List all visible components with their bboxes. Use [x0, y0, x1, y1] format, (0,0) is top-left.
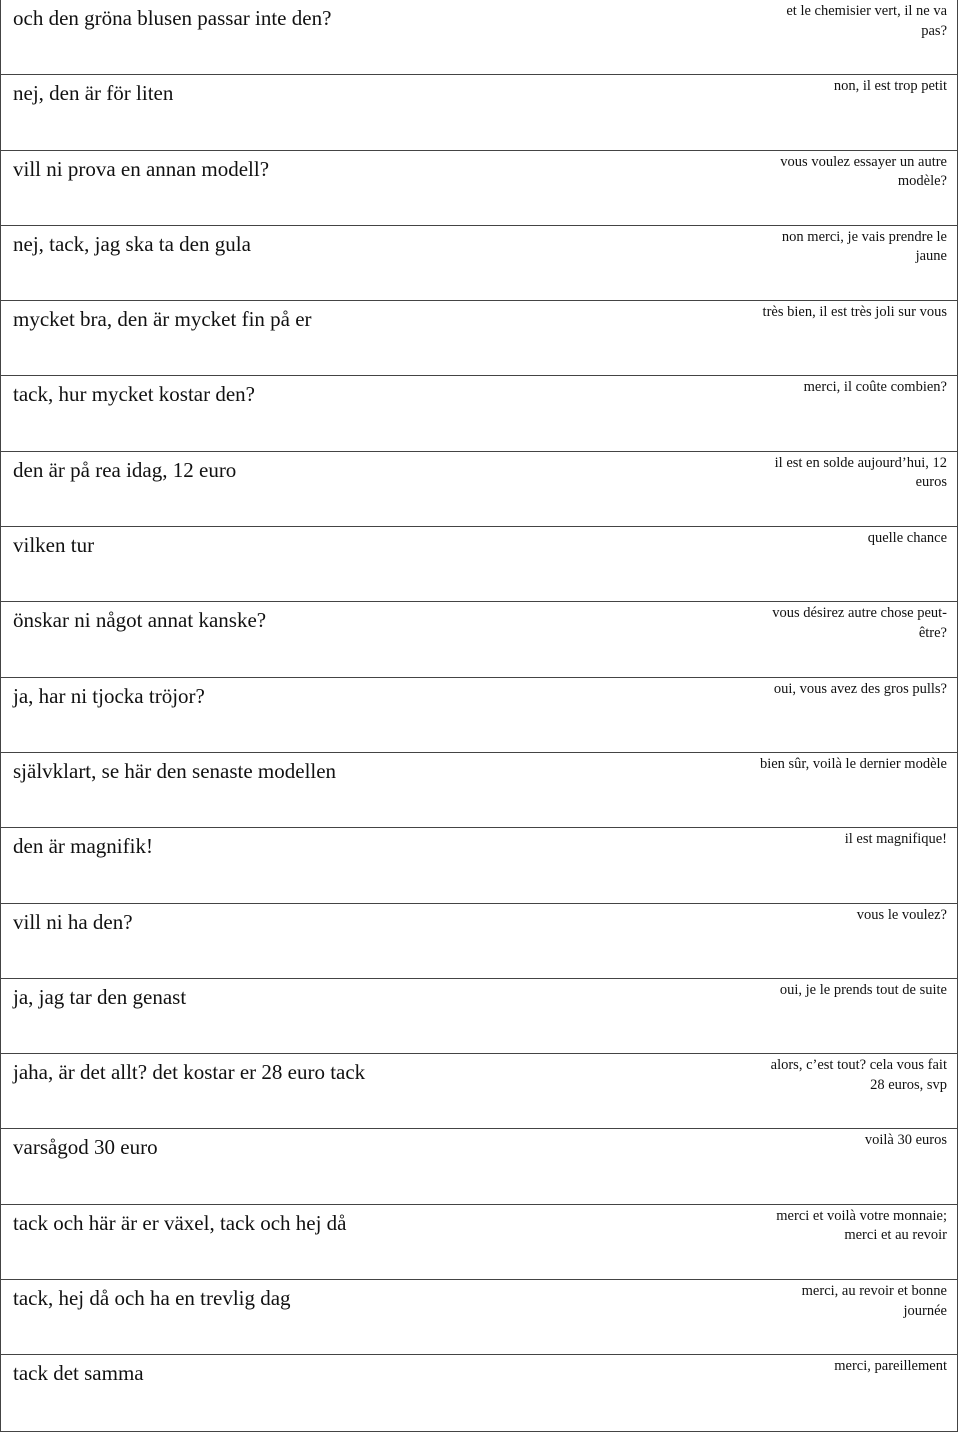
phrase-row — [1, 75, 957, 150]
phrase-row — [1, 151, 957, 226]
phrase-row — [1, 678, 957, 753]
french-translation: vous le voulez? — [856, 906, 947, 923]
french-translation: oui, je le prends tout de suite — [779, 981, 947, 998]
french-translation: oui, vous avez des gros pulls? — [773, 680, 947, 697]
phrase-row — [1, 1129, 957, 1204]
french-translation: bien sûr, voilà le dernier modèle — [759, 755, 947, 772]
swedish-phrase: tack det samma — [13, 1361, 144, 1386]
swedish-phrase: och den gröna blusen passar inte den? — [13, 6, 332, 30]
swedish-phrase: den är magnifik! — [13, 834, 153, 859]
swedish-phrase: tack och här är er växel, tack och hej då — [13, 1210, 347, 1235]
phrase-row — [1, 226, 957, 301]
swedish-phrase: nej, tack, jag ska ta den gula — [13, 231, 251, 256]
swedish-phrase: ja, har ni tjocka tröjor? — [13, 683, 205, 708]
french-translation: merci, il coûte combien? — [803, 379, 947, 396]
phrase-row — [1, 1355, 957, 1430]
french-translation: vous voulez essayer un autre modèle? — [780, 153, 947, 190]
swedish-phrase: jaha, är det allt? det kostar er 28 euro tack — [13, 1060, 366, 1085]
phrase-row — [1, 527, 957, 602]
phrase-row — [1, 753, 957, 828]
french-translation: merci, pareillement — [834, 1358, 947, 1375]
swedish-phrase: varsågod 30 euro — [13, 1135, 158, 1160]
french-translation: vous désirez autre chose peut-être? — [772, 605, 947, 641]
french-translation: quelle chance — [867, 530, 947, 547]
phrase-row — [1, 904, 957, 979]
french-translation: merci et voilà votre monnaie; merci et au revoir — [776, 1207, 947, 1244]
swedish-phrase: önskar ni något annat kanske? — [13, 608, 267, 633]
french-translation: alors, c’est tout? cela vous fait 28 euros, svp — [770, 1057, 947, 1093]
swedish-phrase: den är på rea idag, 12 euro — [13, 457, 237, 482]
swedish-phrase: vill ni prova en annan modell? — [13, 156, 270, 181]
french-translation: voilà 30 euros — [864, 1132, 947, 1149]
phrase-row — [1, 376, 957, 451]
phrase-row — [1, 1205, 957, 1280]
phrase-row — [1, 602, 957, 677]
phrase-row — [1, 828, 957, 903]
swedish-phrase: självklart, se här den senaste modellen — [13, 758, 337, 783]
swedish-phrase: tack, hej då och ha en trevlig dag — [13, 1286, 291, 1311]
french-translation: il est en solde aujourd’hui, 12 euros — [774, 454, 947, 491]
french-translation: il est magnifique! — [844, 831, 947, 848]
phrase-row — [1, 1054, 957, 1129]
phrase-row — [1, 1280, 957, 1355]
swedish-phrase: tack, hur mycket kostar den? — [13, 382, 255, 407]
phrase-row — [1, 0, 957, 75]
swedish-phrase: vill ni ha den? — [13, 909, 133, 934]
swedish-phrase: ja, jag tar den genast — [13, 984, 187, 1009]
phrase-row — [1, 979, 957, 1054]
french-translation: et le chemisier vert, il ne va pas? — [786, 3, 947, 39]
swedish-phrase: vilken tur — [13, 533, 95, 558]
phrase-row — [1, 452, 957, 527]
french-translation: très bien, il est très joli sur vous — [762, 304, 947, 321]
phrase-row — [1, 301, 957, 376]
swedish-phrase: nej, den är för liten — [13, 81, 174, 106]
swedish-phrase: mycket bra, den är mycket fin på er — [13, 307, 312, 332]
french-translation: non merci, je vais prendre le jaune — [781, 228, 947, 265]
french-translation: merci, au revoir et bonne journée — [801, 1283, 947, 1319]
french-translation: non, il est trop petit — [833, 78, 947, 95]
